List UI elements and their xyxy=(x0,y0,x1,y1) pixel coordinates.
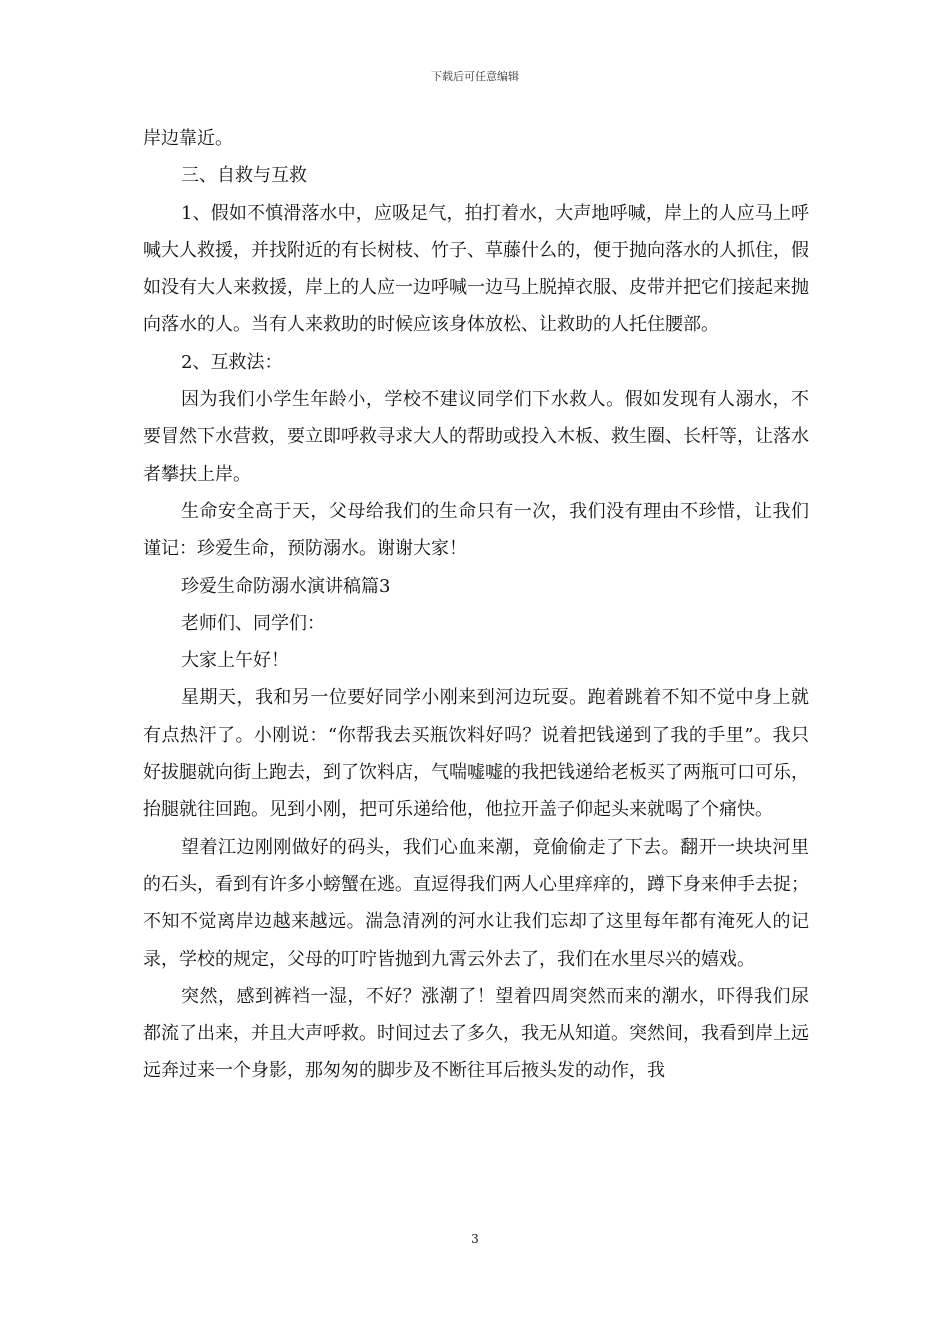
paragraph: 星期天，我和另一位要好同学小刚来到河边玩耍。跑着跳着不知不觉中身上就有点热汗了。小刚说：“你帮我去买瓶饮料好吗？说着把钱递到了我的手里”。我只好拔腿就向街上跑去，到了饮料店，气喘嘘嘘的我把钱递给老板买了两瓶可口可乐，抬腿就往回跑。见到小刚，把可乐递给他，他拉开盖子仰起头来就喝了个痛快。 xyxy=(143,687,809,821)
section-heading: 三、自救与互救 xyxy=(181,165,307,187)
paragraph: 1、假如不慎滑落水中，应吸足气，拍打着水，大声地呼喊，岸上的人应马上呼喊大人救援，并找附近的有长树枝、竹子、草藤什么的，便于抛向落水的人抓住，假如没有大人来救援，岸上的人应一边呼喊一边马上脱掉衣服、皮带并把它们接起来抛向落水的人。当有人来救助的时候应该身体放松、让救助的人托住腰部。 xyxy=(143,202,809,336)
salutation: 老师们、同学们： xyxy=(181,612,325,634)
page-number: 3 xyxy=(471,1232,479,1246)
document-body xyxy=(143,120,809,1090)
greeting: 大家上午好！ xyxy=(181,650,289,672)
paragraph: 突然，感到裤裆一湿，不好？涨潮了！望着四周突然而来的潮水，吓得我们尿都流了出来，并且大声呼救。时间过去了多久，我无从知道。突然间，我看到岸上远远奔过来一个身影，那匆匆的脚步及不断往耳后掖头发的动作，我 xyxy=(143,985,809,1082)
paragraph: 望着江边刚刚做好的码头，我们心血来潮，竟偷偷走了下去。翻开一块块河里的石头，看到有许多小螃蟹在逃。直逗得我们两人心里痒痒的，蹲下身来伸手去捉；不知不觉离岸边越来越远。湍急清冽的河水让我们忘却了这里每年都有淹死人的记录，学校的规定，父母的叮咛皆抛到九霄云外去了，我们在水里尽兴的嬉戏。 xyxy=(143,836,809,970)
paragraph: 因为我们小学生年龄小，学校不建议同学们下水救人。假如发现有人溺水，不要冒然下水营救，要立即呼救寻求大人的帮助或投入木板、救生圈、长杆等，让落水者攀扶上岸。 xyxy=(143,389,809,485)
paragraph: 生命安全高于天，父母给我们的生命只有一次，我们没有理由不珍惜，让我们谨记：珍爱生命，预防溺水。谢谢大家！ xyxy=(143,500,809,560)
paragraph: 2、互救法： xyxy=(181,351,283,373)
section-title: 珍爱生命防溺水演讲稿篇3 xyxy=(181,575,391,597)
page-header: 下载后可任意编辑 xyxy=(431,70,519,83)
paragraph: 岸边靠近。 xyxy=(143,128,233,149)
